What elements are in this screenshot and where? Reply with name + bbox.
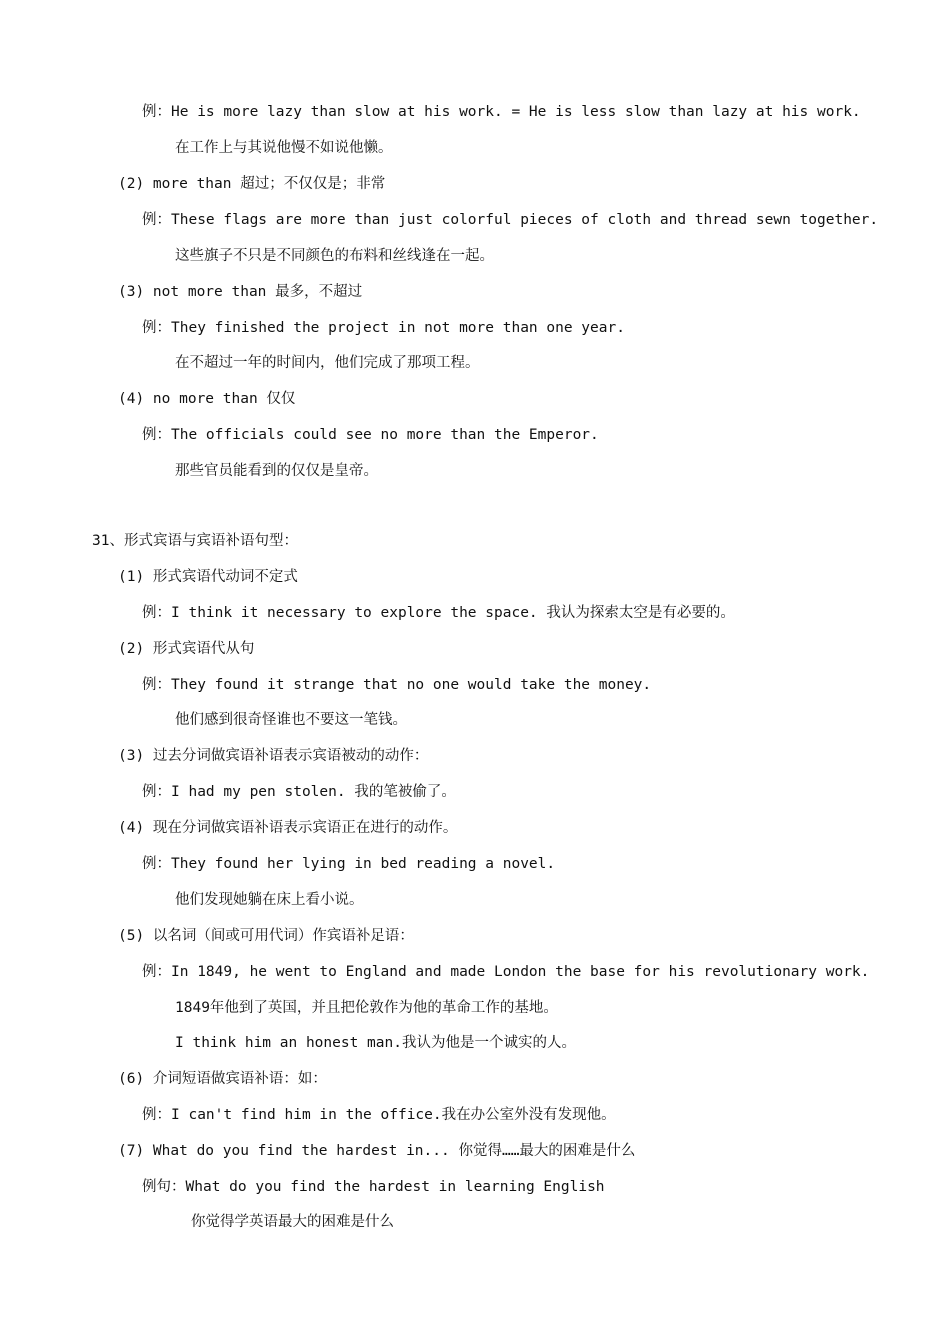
translation-line: 他们感到很奇怪谁也不要这一笔钱。 bbox=[175, 712, 407, 728]
example-line: 例：He is more lazy than slow at his work. = He is less slow than lazy at his work. bbox=[142, 104, 861, 120]
translation-line: 他们发现她躺在床上看小说。 bbox=[175, 892, 364, 908]
subheading-line: (3) not more than 最多，不超过 bbox=[118, 284, 363, 300]
translation-line: 那些官员能看到的仅仅是皇帝。 bbox=[175, 463, 378, 479]
subheading-line: (4) no more than 仅仅 bbox=[118, 391, 296, 407]
subheading-line: (3) 过去分词做宾语补语表示宾语被动的动作： bbox=[118, 748, 429, 764]
example-line: 例：In 1849, he went to England and made London the base for his revolutionary work. bbox=[142, 964, 870, 980]
example-line: 例：They found her lying in bed reading a novel. bbox=[142, 856, 556, 872]
example-line: 例句：What do you find the hardest in learning English bbox=[142, 1179, 605, 1195]
subheading-line: (6) 介词短语做宾语补语：如： bbox=[118, 1071, 327, 1087]
translation-line: 在工作上与其说他慢不如说他懒。 bbox=[175, 140, 393, 156]
subheading-line: (4) 现在分词做宾语补语表示宾语正在进行的动作。 bbox=[118, 820, 458, 836]
example-line: 例：I think it necessary to explore the space. 我认为探索太空是有必要的。 bbox=[142, 605, 735, 621]
translation-line: 这些旗子不只是不同颜色的布料和丝线逢在一起。 bbox=[175, 248, 494, 264]
subheading-line: (2) 形式宾语代从句 bbox=[118, 641, 255, 657]
subheading-line: (5) 以名词（间或可用代词）作宾语补足语： bbox=[118, 928, 414, 944]
example-line: I think him an honest man.我认为他是一个诚实的人。 bbox=[175, 1035, 576, 1051]
example-line: 例：They finished the project in not more than one year. bbox=[142, 320, 625, 336]
example-line: 例：These flags are more than just colorful pieces of cloth and thread sewn together. bbox=[142, 212, 879, 228]
subheading-line: (2) more than 超过；不仅仅是；非常 bbox=[118, 176, 386, 192]
translation-line: 你觉得学英语最大的困难是什么 bbox=[191, 1214, 394, 1230]
example-line: 例：They found it strange that no one would take the money. bbox=[142, 677, 652, 693]
translation-line: 1849年他到了英国，并且把伦敦作为他的革命工作的基地。 bbox=[175, 1000, 558, 1016]
example-line: 例：I can't find him in the office.我在办公室外没有发现他。 bbox=[142, 1107, 616, 1123]
section-heading: 31、形式宾语与宾语补语句型： bbox=[92, 533, 298, 549]
translation-line: 在不超过一年的时间内，他们完成了那项工程。 bbox=[175, 355, 480, 371]
subheading-line: (7) What do you find the hardest in... 你觉得……最大的困难是什么 bbox=[118, 1143, 636, 1159]
example-line: 例：I had my pen stolen. 我的笔被偷了。 bbox=[142, 784, 456, 800]
example-line: 例：The officials could see no more than the Emperor. bbox=[142, 427, 599, 443]
subheading-line: (1) 形式宾语代动词不定式 bbox=[118, 569, 298, 585]
